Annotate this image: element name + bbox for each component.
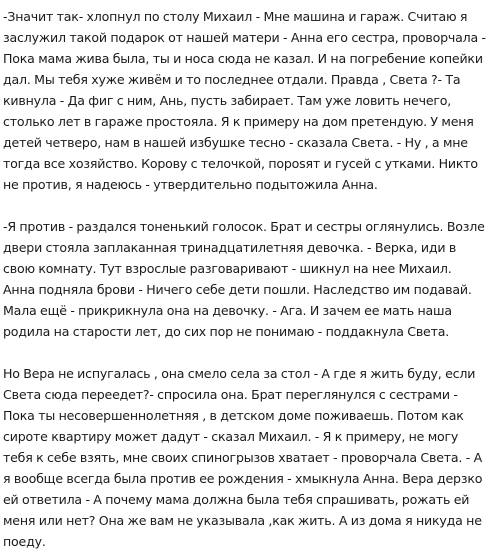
- paragraph-1: -Значит так- хлопнул по столу Михаил - Мне машина и гараж. Считаю я заслужил такой подарок от нашей матери - Анна его сестра, проворчала - Пока мама жива была, ты и носа сюда не казал. И на погребение копейки дал. Мы тебя хуже живём и то последнее отдали. Правда , Света ?- Та кивнула - Да фиг с ним, Ань, пусть забирает. Там уже ловить нечего, столько лет в гараже простояла. Я к примеру на дом претендую. У меня детей четверо, нам в нашей избушке тесно - сказала Света. - Ну , а мне тогда все хозяйство. Корову с телочкой, порosят и гусей с утками. Никто не против, я надеюсь - утвердительно подытожила Анна.: [3, 9, 486, 192]
- paragraph-2: -Я против - раздался тоненький голосок. Брат и сестры оглянулись. Возле двери стояла заплаканная тринадцатилетняя девочка. - Верка, иди в свою комнату. Тут взрослые разговаривают - шикнул на нее Михаил. Анна подняла брови - Ничего себе дети пошли. Наследство им подавай. Мала ещё - прикрикнула она на девочку. - Ага. И зачем ее мать наша родила на старости лет, до сих пор не понимаю - поддакнула Света.: [3, 219, 485, 339]
- paragraph-3: Но Вера не испугалась , она смело села за стол - А где я жить буду, если Света сюда переедет?- спросила она. Брат переглянулся с сестрами - Пока ты несовершеннолетняя , в детском доме поживаешь. Потом как сироте квартиру может дадут - сказал Михаил. - Я к примеру, не могу тебя к себе взять, мне своих спиногрызов хватает - проворчала Света. - А я вообще всегда была против ее рождения - хмыкнула Анна. Вера дерзко ей ответила - А почему мама должна была тебя спрашивать, рожать ей меня или нет? Она же вам не указывала ,как жить. А из дома я никуда не поеду.: [3, 366, 483, 549]
- article-text: [3, 6, 487, 552]
